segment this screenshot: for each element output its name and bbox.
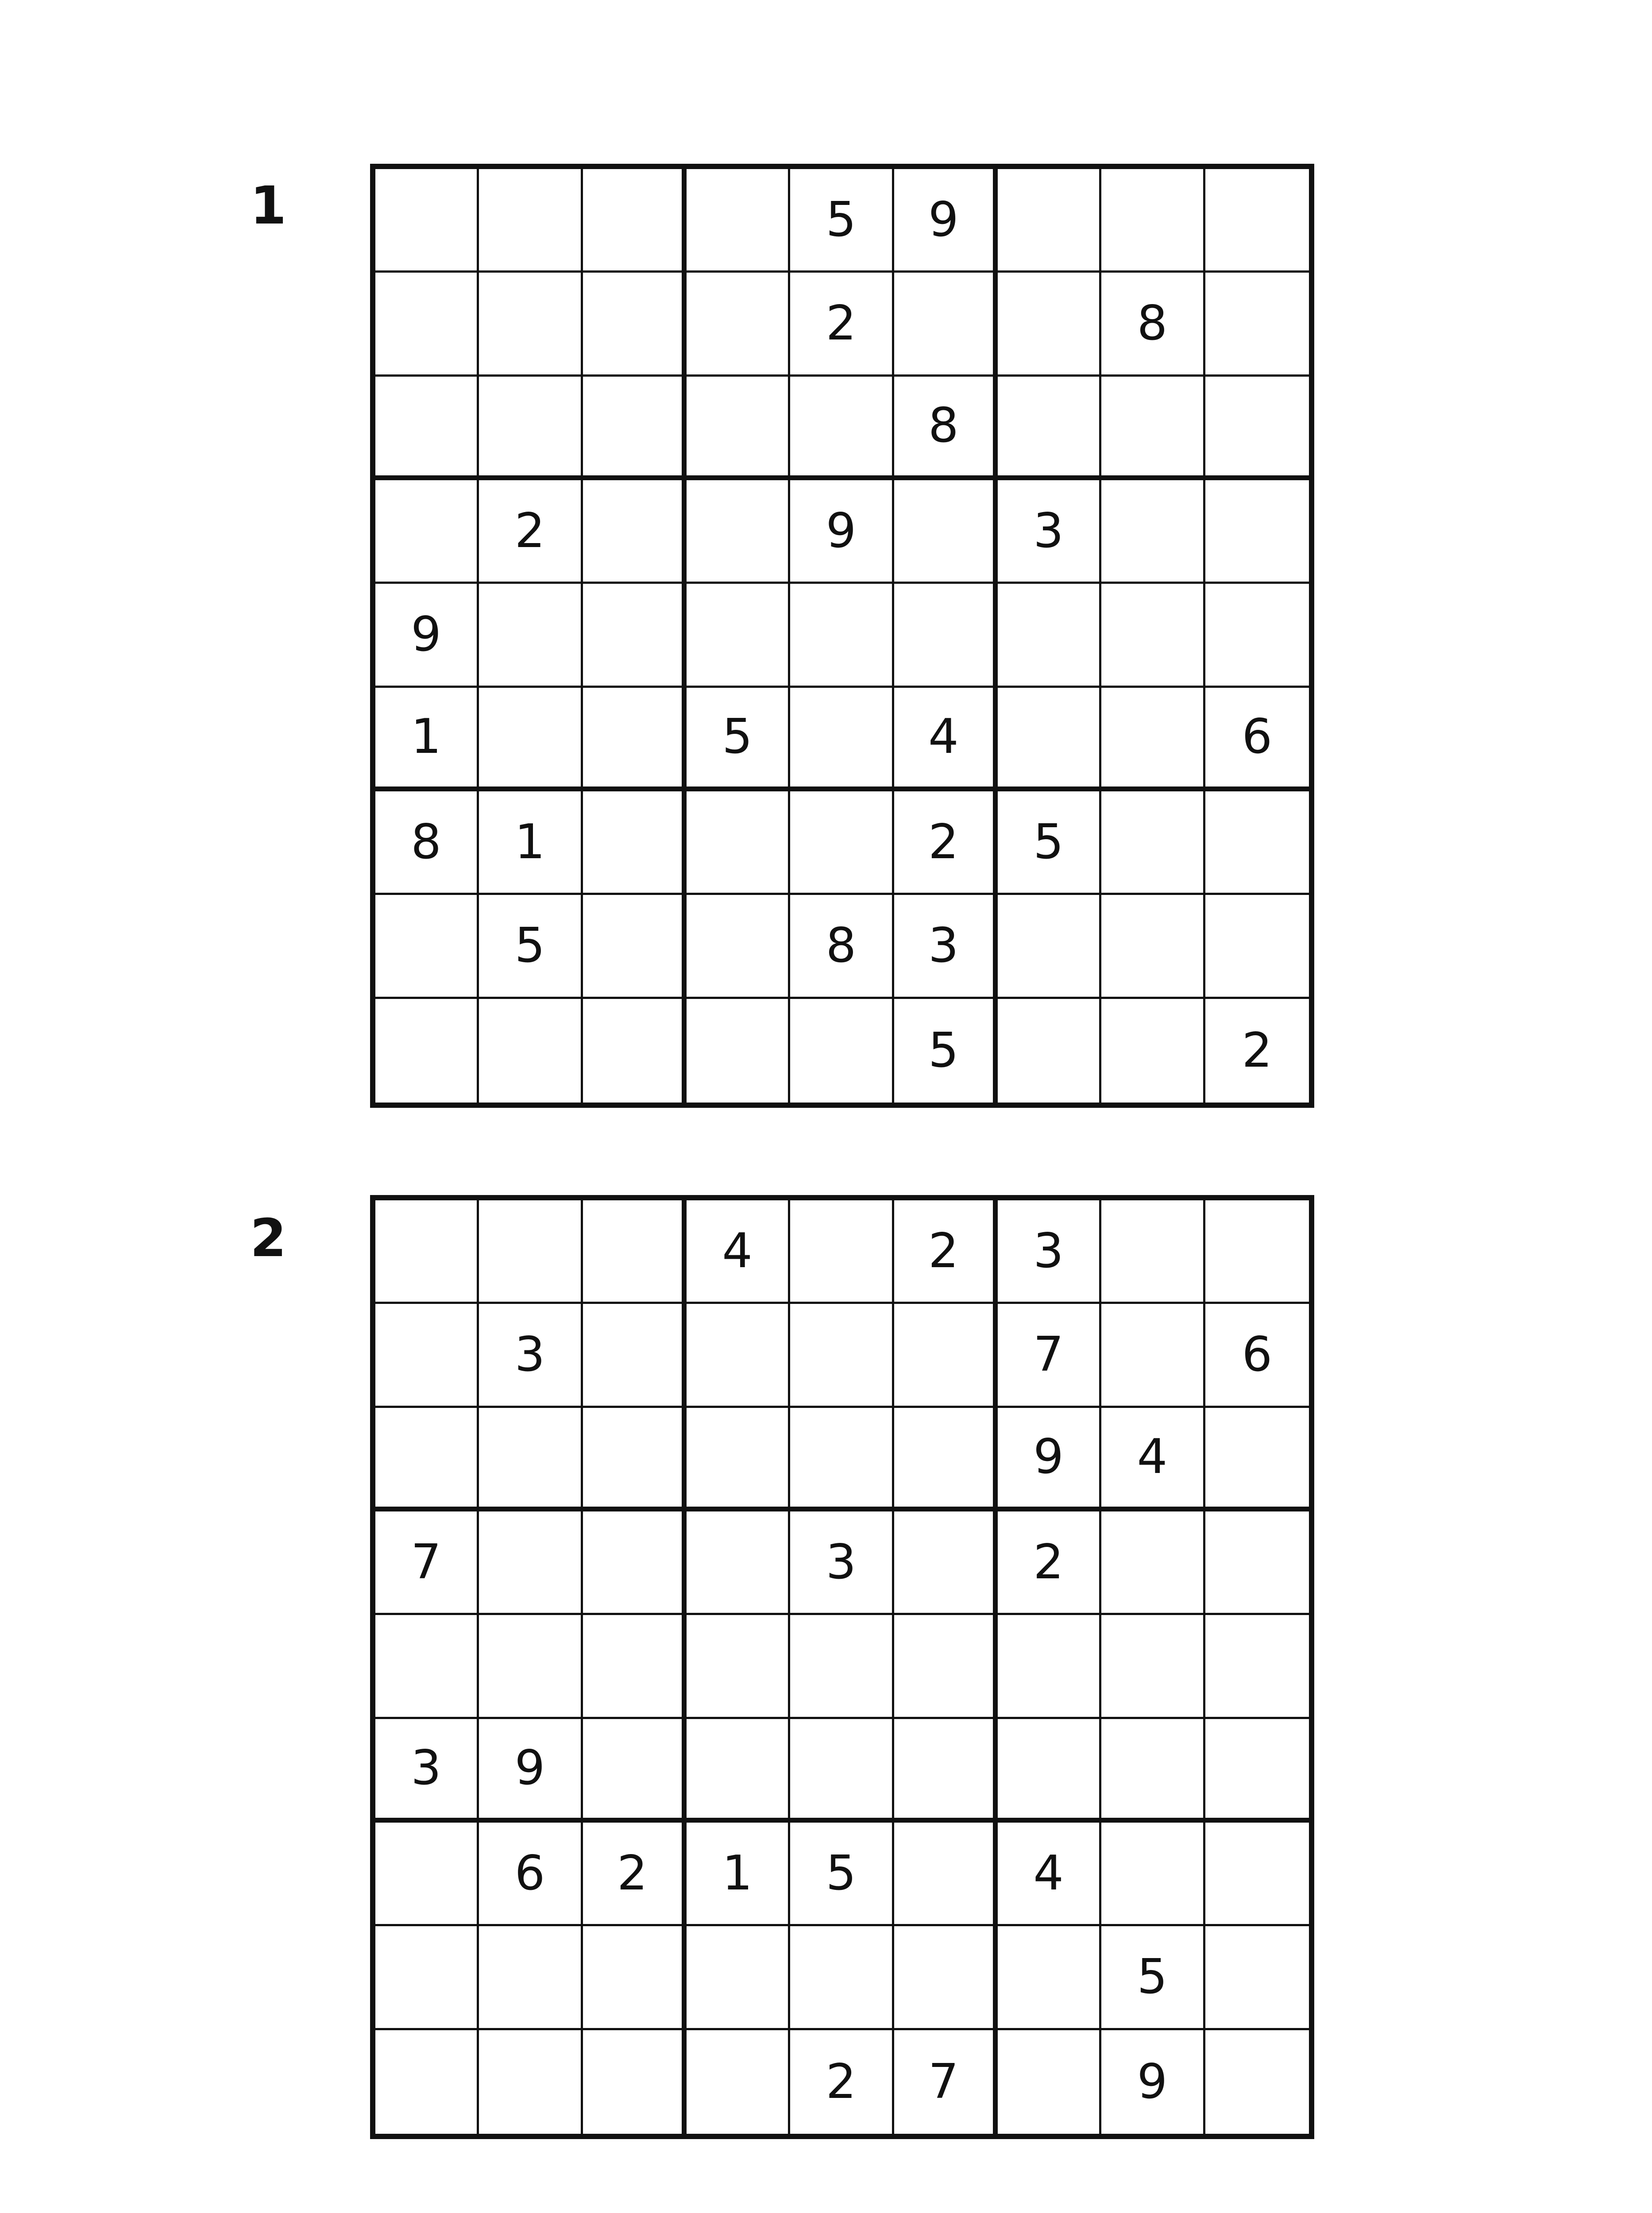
sudoku-cell-r3-c9[interactable] bbox=[1205, 1408, 1309, 1511]
sudoku-cell-r5-c6[interactable] bbox=[894, 584, 998, 687]
sudoku-cell-r4-c6[interactable] bbox=[894, 480, 998, 584]
sudoku-cell-r3-c3[interactable] bbox=[583, 377, 687, 480]
sudoku-cell-r2-c8: 8 bbox=[1101, 273, 1205, 376]
sudoku-cell-r6-c8[interactable] bbox=[1101, 688, 1205, 791]
sudoku-cell-r8-c9[interactable] bbox=[1205, 895, 1309, 999]
sudoku-cell-r1-c4: 4 bbox=[687, 1200, 790, 1304]
sudoku-cell-r9-c7[interactable] bbox=[998, 999, 1101, 1103]
sudoku-cell-r3-c4[interactable] bbox=[687, 1408, 790, 1511]
sudoku-cell-r2-c6[interactable] bbox=[894, 1304, 998, 1407]
sudoku-cell-r6-c5[interactable] bbox=[790, 1719, 894, 1823]
sudoku-cell-r2-c4[interactable] bbox=[687, 1304, 790, 1407]
sudoku-cell-r9-c9[interactable] bbox=[1205, 2030, 1309, 2134]
sudoku-cell-r4-c8[interactable] bbox=[1101, 1511, 1205, 1615]
sudoku-cell-r5-c2[interactable] bbox=[479, 1615, 583, 1719]
sudoku-cell-r7-c6[interactable] bbox=[894, 1823, 998, 1926]
sudoku-cell-r6-c9: 6 bbox=[1205, 688, 1309, 791]
sudoku-cell-r3-c9[interactable] bbox=[1205, 377, 1309, 480]
sudoku-cell-r3-c3[interactable] bbox=[583, 1408, 687, 1511]
sudoku-cell-r3-c7[interactable] bbox=[998, 377, 1101, 480]
sudoku-cell-r6-c7[interactable] bbox=[998, 688, 1101, 791]
sudoku-cell-r2-c1[interactable] bbox=[375, 1304, 479, 1407]
sudoku-cell-r8-c3[interactable] bbox=[583, 1926, 687, 2030]
sudoku-cell-r6-c7[interactable] bbox=[998, 1719, 1101, 1823]
sudoku-cell-r8-c7[interactable] bbox=[998, 895, 1101, 999]
sudoku-cell-r9-c7[interactable] bbox=[998, 2030, 1101, 2134]
sudoku-cell-r9-c4[interactable] bbox=[687, 2030, 790, 2134]
sudoku-cell-r4-c9[interactable] bbox=[1205, 1511, 1309, 1615]
sudoku-cell-r8-c3[interactable] bbox=[583, 895, 687, 999]
sudoku-cell-r3-c2[interactable] bbox=[479, 377, 583, 480]
sudoku-cell-r3-c2[interactable] bbox=[479, 1408, 583, 1511]
sudoku-cell-r2-c7: 7 bbox=[998, 1304, 1101, 1407]
sudoku-cell-r1-c8[interactable] bbox=[1101, 1200, 1205, 1304]
sudoku-cell-r5-c5[interactable] bbox=[790, 1615, 894, 1719]
sudoku-cell-r5-c1[interactable] bbox=[375, 1615, 479, 1719]
sudoku-cell-r3-c4[interactable] bbox=[687, 377, 790, 480]
sudoku-cell-r4-c3[interactable] bbox=[583, 480, 687, 584]
sudoku-cell-r8-c2[interactable] bbox=[479, 1926, 583, 2030]
sudoku-cell-r4-c8[interactable] bbox=[1101, 480, 1205, 584]
sudoku-cell-r2-c2[interactable] bbox=[479, 273, 583, 376]
sudoku-cell-r3-c8: 4 bbox=[1101, 1408, 1205, 1511]
sudoku-cell-r2-c5: 2 bbox=[790, 273, 894, 376]
sudoku-cell-r2-c1[interactable] bbox=[375, 273, 479, 376]
sudoku-cell-r4-c7: 3 bbox=[998, 480, 1101, 584]
sudoku-board-1 bbox=[370, 164, 1314, 1108]
sudoku-cell-r9-c2[interactable] bbox=[479, 999, 583, 1103]
sudoku-cell-r5-c1: 9 bbox=[375, 584, 479, 687]
sudoku-cell-r1-c3[interactable] bbox=[583, 169, 687, 273]
sudoku-cell-r8-c1[interactable] bbox=[375, 895, 479, 999]
sudoku-cell-r6-c1: 3 bbox=[375, 1719, 479, 1823]
sudoku-cell-r5-c9[interactable] bbox=[1205, 1615, 1309, 1719]
sudoku-cell-r1-c2[interactable] bbox=[479, 169, 583, 273]
sudoku-cell-r5-c3[interactable] bbox=[583, 584, 687, 687]
sudoku-cell-r2-c7[interactable] bbox=[998, 273, 1101, 376]
sudoku-cell-r2-c9: 6 bbox=[1205, 1304, 1309, 1407]
sudoku-cell-r9-c1[interactable] bbox=[375, 2030, 479, 2134]
sudoku-cell-r7-c9[interactable] bbox=[1205, 1823, 1309, 1926]
sudoku-cell-r7-c5[interactable] bbox=[790, 791, 894, 895]
sudoku-cell-r8-c1[interactable] bbox=[375, 1926, 479, 2030]
sudoku-cell-r4-c2[interactable] bbox=[479, 1511, 583, 1615]
sudoku-cell-r7-c8[interactable] bbox=[1101, 1823, 1205, 1926]
sudoku-cell-r8-c4[interactable] bbox=[687, 895, 790, 999]
sudoku-cell-r2-c3[interactable] bbox=[583, 1304, 687, 1407]
sudoku-cell-r1-c9[interactable] bbox=[1205, 169, 1309, 273]
sudoku-cell-r9-c4[interactable] bbox=[687, 999, 790, 1103]
sudoku-cell-r1-c9[interactable] bbox=[1205, 1200, 1309, 1304]
sudoku-cell-r8-c6: 3 bbox=[894, 895, 998, 999]
sudoku-cell-r6-c8[interactable] bbox=[1101, 1719, 1205, 1823]
sudoku-cell-r3-c1[interactable] bbox=[375, 377, 479, 480]
sudoku-cell-r5-c6[interactable] bbox=[894, 1615, 998, 1719]
sudoku-cell-r6-c2: 9 bbox=[479, 1719, 583, 1823]
sudoku-cell-r5-c3[interactable] bbox=[583, 1615, 687, 1719]
sudoku-cell-r6-c4[interactable] bbox=[687, 1719, 790, 1823]
sudoku-cell-r7-c1[interactable] bbox=[375, 1823, 479, 1926]
sudoku-cell-r8-c8: 5 bbox=[1101, 1926, 1205, 2030]
sudoku-cell-r6-c6: 4 bbox=[894, 688, 998, 791]
sudoku-cell-r9-c5[interactable] bbox=[790, 999, 894, 1103]
sudoku-cell-r5-c8[interactable] bbox=[1101, 584, 1205, 687]
sudoku-cell-r3-c6[interactable] bbox=[894, 1408, 998, 1511]
sudoku-cell-r4-c4[interactable] bbox=[687, 480, 790, 584]
sudoku-cell-r6-c2[interactable] bbox=[479, 688, 583, 791]
sudoku-cell-r9-c9: 2 bbox=[1242, 1022, 1273, 1078]
puzzle-number-1: 1 bbox=[250, 175, 287, 236]
sudoku-cell-r1-c8[interactable] bbox=[1101, 169, 1205, 273]
sudoku-cell-r2-c8[interactable] bbox=[1101, 1304, 1205, 1407]
sudoku-cell-r7-c4[interactable] bbox=[687, 791, 790, 895]
sudoku-cell-r3-c7: 9 bbox=[998, 1408, 1101, 1511]
sudoku-cell-r5-c2[interactable] bbox=[479, 584, 583, 687]
sudoku-cell-r2-c5[interactable] bbox=[790, 1304, 894, 1407]
sudoku-cell-r8-c5: 8 bbox=[790, 895, 894, 999]
sudoku-cell-r7-c3: 2 bbox=[583, 1823, 687, 1926]
sudoku-cell-r4-c1: 7 bbox=[375, 1511, 479, 1615]
sudoku-cell-r9-c8: 9 bbox=[1101, 2030, 1205, 2134]
sudoku-cell-r8-c5[interactable] bbox=[790, 1926, 894, 2030]
sudoku-cell-r8-c6[interactable] bbox=[894, 1926, 998, 2030]
sudoku-cell-r4-c3[interactable] bbox=[583, 1511, 687, 1615]
sudoku-cell-r7-c7: 4 bbox=[998, 1823, 1101, 1926]
sudoku-cell-r8-c9[interactable] bbox=[1205, 1926, 1309, 2030]
sudoku-cell-r7-c7: 5 bbox=[998, 791, 1101, 895]
sudoku-cell-r1-c5[interactable] bbox=[790, 1200, 894, 1304]
sudoku-cell-r4-c5: 3 bbox=[790, 1511, 894, 1615]
sudoku-cell-r7-c2: 1 bbox=[479, 791, 583, 895]
sudoku-cell-r1-c1[interactable] bbox=[375, 1200, 479, 1304]
sudoku-cell-r6-c3[interactable] bbox=[583, 688, 687, 791]
sudoku-cell-r2-c3[interactable] bbox=[583, 273, 687, 376]
sudoku-cell-r1-c7[interactable] bbox=[998, 169, 1101, 273]
sudoku-cell-r4-c4[interactable] bbox=[687, 1511, 790, 1615]
sudoku-cell-r7-c3[interactable] bbox=[583, 791, 687, 895]
sudoku-cell-r8-c7[interactable] bbox=[998, 1926, 1101, 2030]
sudoku-cell-r8-c2: 5 bbox=[479, 895, 583, 999]
sudoku-cell-r3-c1[interactable] bbox=[375, 1408, 479, 1511]
sudoku-cell-r7-c9[interactable] bbox=[1205, 791, 1309, 895]
sudoku-cell-r9-c8[interactable] bbox=[1101, 999, 1205, 1103]
sudoku-cell-r9-c1[interactable] bbox=[375, 999, 479, 1103]
sudoku-cell-r9-c3[interactable] bbox=[583, 999, 687, 1103]
sudoku-cell-r6-c6[interactable] bbox=[894, 1719, 998, 1823]
sudoku-cell-r5-c4[interactable] bbox=[687, 584, 790, 687]
sudoku-cell-r9-c2[interactable] bbox=[479, 2030, 583, 2134]
sudoku-cell-r7-c1: 8 bbox=[375, 791, 479, 895]
sudoku-cell-r1-c1[interactable] bbox=[375, 169, 479, 273]
sudoku-cell-r9-c3[interactable] bbox=[583, 2030, 687, 2134]
sudoku-cell-r3-c5[interactable] bbox=[790, 1408, 894, 1511]
sudoku-cell-r6-c5[interactable] bbox=[790, 688, 894, 791]
sudoku-cell-r9-c6: 5 bbox=[894, 999, 998, 1103]
sudoku-cell-r9-c6: 7 bbox=[894, 2030, 998, 2134]
sudoku-cell-r2-c2: 3 bbox=[479, 1304, 583, 1407]
sudoku-cell-r6-c3[interactable] bbox=[583, 1719, 687, 1823]
sudoku-cell-r2-c9[interactable] bbox=[1205, 273, 1309, 376]
puzzle-number-2: 2 bbox=[250, 1207, 287, 1268]
sudoku-cell-r6-c4: 5 bbox=[687, 688, 790, 791]
sudoku-cell-r5-c7[interactable] bbox=[998, 1615, 1101, 1719]
sudoku-cell-r1-c7: 3 bbox=[998, 1200, 1101, 1304]
sudoku-cell-r8-c8[interactable] bbox=[1101, 895, 1205, 999]
sudoku-cell-r4-c5: 9 bbox=[790, 480, 894, 584]
sudoku-cell-r8-c4[interactable] bbox=[687, 1926, 790, 2030]
sudoku-cell-r3-c6: 8 bbox=[894, 377, 998, 480]
sudoku-cell-r2-c6[interactable] bbox=[894, 273, 998, 376]
sudoku-cell-r1-c6: 9 bbox=[894, 169, 998, 273]
sudoku-cell-r9-c5: 2 bbox=[790, 2030, 894, 2134]
sudoku-board-2 bbox=[370, 1195, 1314, 2139]
sudoku-cell-r5-c4[interactable] bbox=[687, 1615, 790, 1719]
sudoku-cell-r1-c2[interactable] bbox=[479, 1200, 583, 1304]
sudoku-cell-r1-c5: 5 bbox=[790, 169, 894, 273]
sudoku-cell-r1-c4[interactable] bbox=[687, 169, 790, 273]
sudoku-cell-r6-c9[interactable] bbox=[1205, 1719, 1309, 1823]
sudoku-cell-r2-c4[interactable] bbox=[687, 273, 790, 376]
sudoku-cell-r5-c8[interactable] bbox=[1101, 1615, 1205, 1719]
sudoku-cell-r7-c4: 1 bbox=[687, 1823, 790, 1926]
sudoku-cell-r4-c6[interactable] bbox=[894, 1511, 998, 1615]
sudoku-cell-r1-c6: 2 bbox=[894, 1200, 998, 1304]
sudoku-cell-r5-c7[interactable] bbox=[998, 584, 1101, 687]
sudoku-cell-r5-c9[interactable] bbox=[1205, 584, 1309, 687]
sudoku-cell-r3-c8[interactable] bbox=[1101, 377, 1205, 480]
sudoku-cell-r5-c5[interactable] bbox=[790, 584, 894, 687]
sudoku-cell-r7-c6: 2 bbox=[894, 791, 998, 895]
sudoku-cell-r4-c2: 2 bbox=[479, 480, 583, 584]
sudoku-cell-r1-c3[interactable] bbox=[583, 1200, 687, 1304]
sudoku-cell-r4-c9[interactable] bbox=[1205, 480, 1309, 584]
sudoku-cell-r7-c2: 6 bbox=[479, 1823, 583, 1926]
sudoku-cell-r4-c7: 2 bbox=[998, 1511, 1101, 1615]
sudoku-cell-r3-c5[interactable] bbox=[790, 377, 894, 480]
sudoku-cell-r6-c1: 1 bbox=[375, 688, 479, 791]
sudoku-cell-r7-c5: 5 bbox=[790, 1823, 894, 1926]
sudoku-cell-r7-c8[interactable] bbox=[1101, 791, 1205, 895]
sudoku-cell-r4-c1[interactable] bbox=[375, 480, 479, 584]
